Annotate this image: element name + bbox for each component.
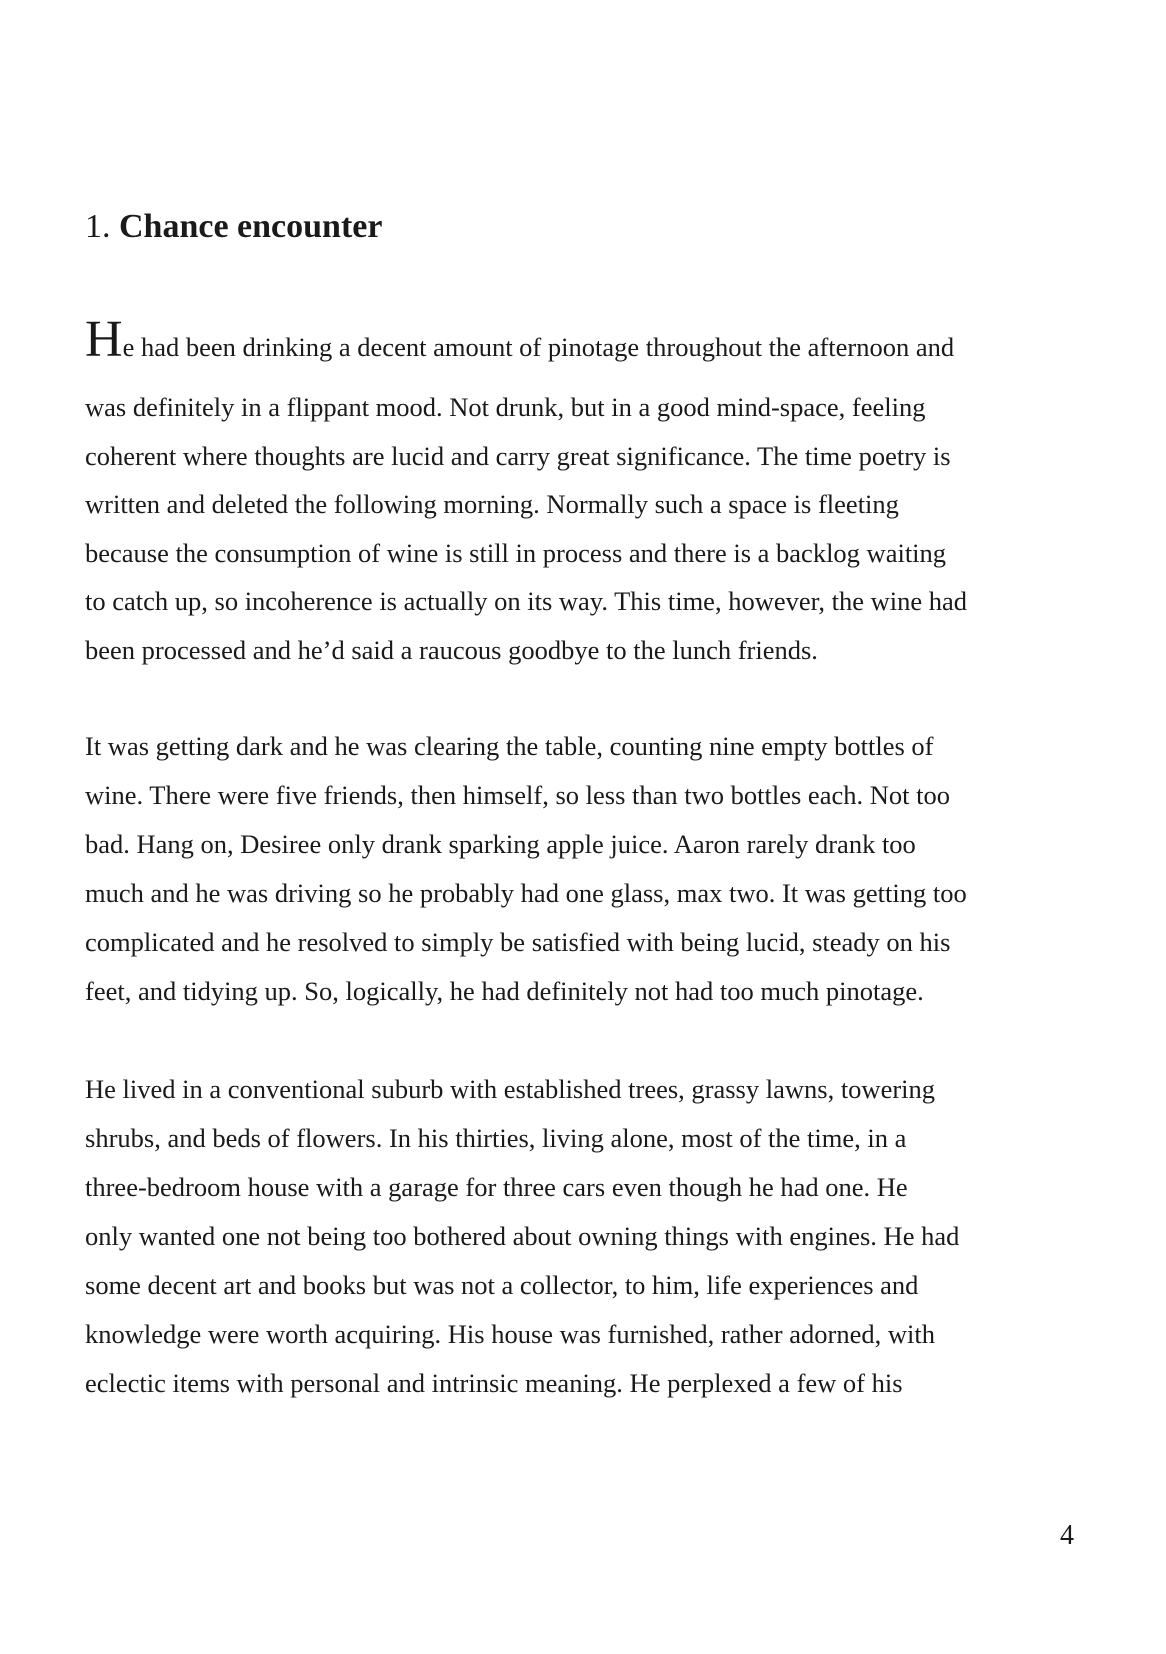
text-line: knowledge were worth acquiring. His house was furnished, rather adorned, with: [85, 1319, 935, 1349]
text-line: bad. Hang on, Desiree only drank sparking apple juice. Aaron rarely drank too: [85, 829, 916, 859]
text-line: some decent art and books but was not a collector, to him, life experiences and: [85, 1270, 919, 1300]
paragraph-2: [85, 722, 967, 1016]
text-line: three-bedroom house with a garage for three cars even though he had one. He: [85, 1172, 908, 1202]
text-line: coherent where thoughts are lucid and carry great significance. The time poetry is: [85, 440, 951, 471]
page-number: 4: [1060, 1520, 1074, 1551]
text-line: was definitely in a flippant mood. Not drunk, but in a good mind-space, feeling: [85, 392, 926, 422]
paragraph-first-line: [85, 311, 955, 375]
text-line: because the consumption of wine is still in process and there is a backlog waiting: [85, 537, 947, 568]
text-line: written and deleted the following morning. Normally such a space is fleeting: [85, 489, 899, 519]
chapter-title: Chance encounter: [119, 208, 383, 245]
text-line: eclectic items with personal and intrinsic meaning. He perplexed a few of his: [85, 1368, 903, 1398]
chapter-heading: [85, 207, 382, 247]
drop-cap: H: [85, 311, 123, 368]
text-line: complicated and he resolved to simply be satisfied with being lucid, steady on his: [85, 927, 951, 957]
text-line: been processed and he’d said a raucous goodbye to the lunch friends.: [85, 634, 818, 665]
text-line: only wanted one not being too bothered about owning things with engines. He had: [85, 1221, 960, 1251]
text-line: much and he was driving so he probably had one glass, max two. It was getting too: [85, 878, 967, 908]
text-line: It was getting dark and he was clearing the table, counting nine empty bottles of: [85, 731, 934, 761]
text-line: to catch up, so incoherence is actually on its way. This time, however, the wine had: [85, 586, 968, 616]
paragraph-1: [85, 311, 1085, 684]
text-line: wine. There were five friends, then himself, so less than two bottles each. Not too: [85, 780, 950, 810]
text-line: shrubs, and beds of flowers. In his thirties, living alone, most of the time, in a: [85, 1123, 907, 1153]
text-line: feet, and tidying up. So, logically, he had definitely not had too much pinotage.: [85, 976, 924, 1006]
text-line: He lived in a conventional suburb with established trees, grassy lawns, towering: [85, 1074, 936, 1104]
first-line-text: e had been drinking a decent amount of pinotage throughout the afternoon and: [122, 332, 955, 362]
chapter-number: 1.: [85, 208, 111, 245]
paragraph-3: [85, 1065, 959, 1408]
